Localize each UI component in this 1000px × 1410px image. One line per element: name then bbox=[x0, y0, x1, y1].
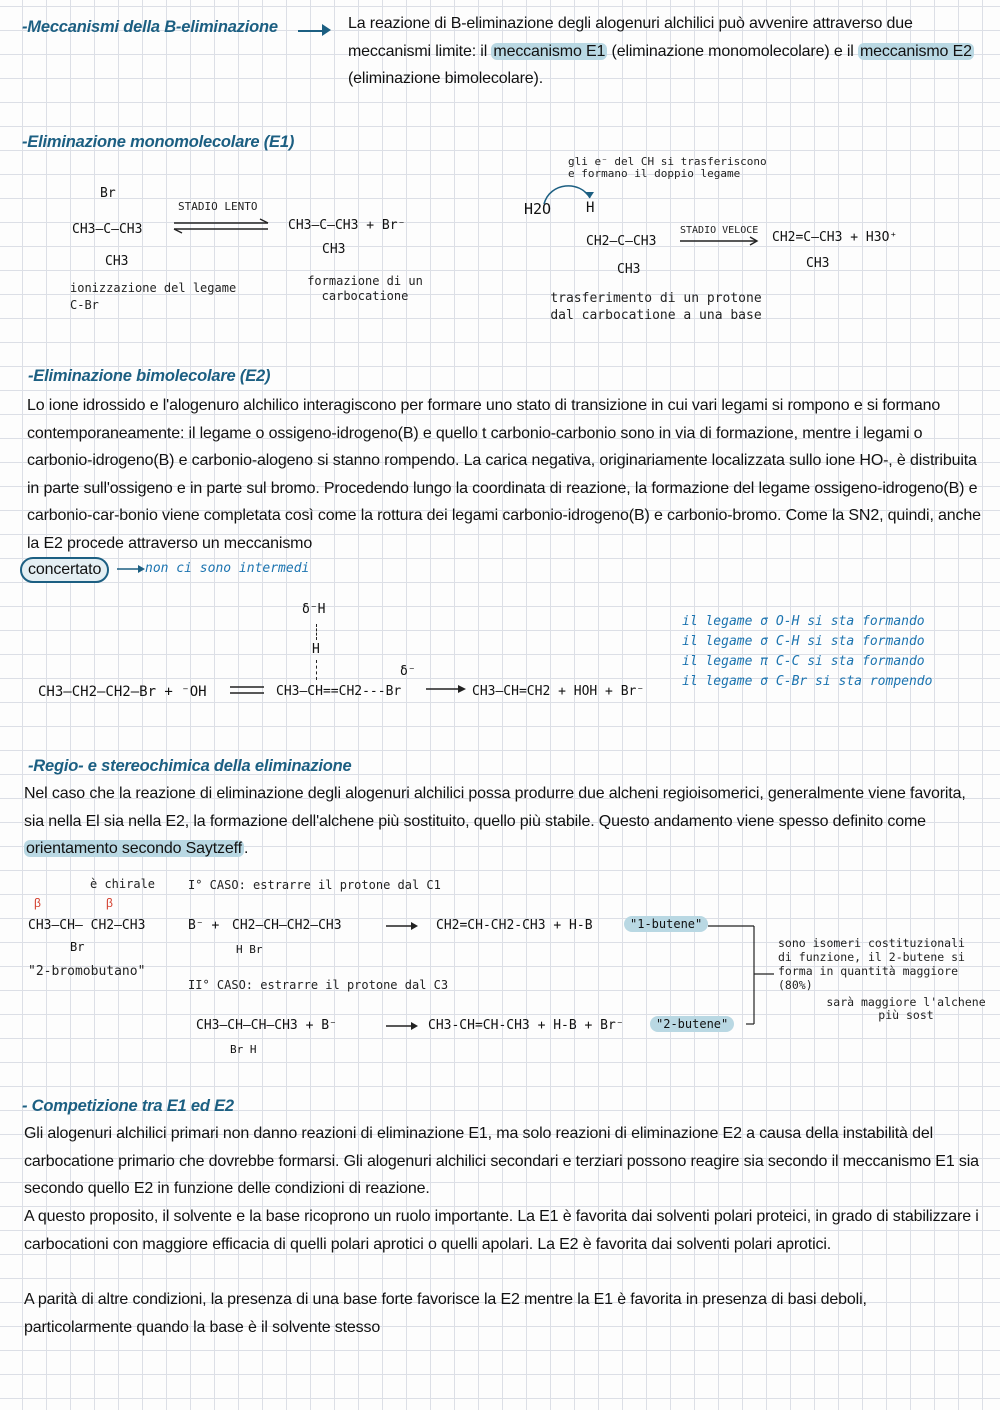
highlight-e2: meccanismo E2 bbox=[859, 42, 972, 60]
bromobutane-name: "2-bromobutano" bbox=[28, 964, 146, 979]
bond-notes bbox=[682, 612, 982, 692]
concertato-badge: concertato bbox=[20, 557, 109, 583]
bond-note: il legame σ C-Br si sta rompendo bbox=[682, 674, 933, 689]
arrow-right-icon bbox=[116, 564, 146, 574]
intro-text-b: (eliminazione monomolecolare) e il bbox=[607, 42, 858, 60]
case2-product: CH3-CH=CH-CH3 + H-B + Br⁻ bbox=[428, 1018, 624, 1033]
isomer-note: sono isomeri costituzionali di funzione, il 2-butene si forma in quantità maggiore (80%) bbox=[778, 936, 965, 992]
case1-sub: H Br bbox=[236, 943, 263, 956]
e1-product-sub: CH3 bbox=[806, 256, 830, 271]
caption-carbocation-formation: formazione di un carbocatione bbox=[307, 274, 423, 303]
transition-state: CH3–CH==CH2---Br bbox=[276, 684, 402, 699]
section-heading-regio: -Regio- e stereochimica della eliminazione bbox=[28, 757, 352, 775]
regio-text-b: . bbox=[243, 840, 249, 858]
br-label: Br bbox=[100, 186, 116, 201]
regio-paragraph bbox=[24, 780, 979, 863]
case1-base: B⁻ + bbox=[188, 918, 220, 933]
ts-h: H bbox=[312, 642, 320, 657]
ts-dashed-bond-2 bbox=[316, 660, 317, 680]
e1-product: CH2=C–CH3 + H3O⁺ bbox=[772, 230, 898, 245]
caption-ionization: ionizzazione del legame C-Br bbox=[70, 281, 237, 312]
case1-chain: CH2–CH–CH2–CH3 bbox=[232, 918, 342, 933]
e1-carbocation-sub: CH3 bbox=[322, 242, 346, 257]
case1-title: I° CASO: estrarre il protone dal C1 bbox=[188, 878, 441, 892]
ts-delta-br: δ⁻ bbox=[400, 664, 416, 679]
equilibrium-arrow-icon bbox=[228, 683, 268, 697]
bracket-connector bbox=[706, 924, 776, 1028]
case2-name: "2-butene" bbox=[650, 1016, 734, 1032]
section-heading-competition: - Competizione tra E1 ed E2 bbox=[22, 1097, 234, 1115]
case2-chain: CH3–CH–CH–CH3 + B⁻ bbox=[196, 1018, 337, 1033]
competition-paragraph-1: Gli alogenuri alchilici primari non danno reazioni di eliminazione E1, ma solo reazioni di eliminazione E2 a causa della instabilità del carbocatione primario che dovrebbe formarsi. Gli alogenuri alchilici secondari e terziari possono reagire sia secondo il meccanismo E1 sia secondo quello E2 in funzione delle condizioni di reazione. bbox=[24, 1125, 979, 1198]
note-electron-transfer: gli e⁻ del CH si trasferiscono e formano il doppio legame bbox=[568, 155, 767, 180]
equilibrium-arrow-icon bbox=[172, 218, 272, 234]
reaction-arrow-icon bbox=[384, 921, 420, 931]
competition-paragraph-3: A parità di altre condizioni, la presenza di una base forte favorisce la E2 mentre la E1 è favorita in presenza di basi deboli, particolarmente quando la base è il solvente stesso bbox=[24, 1291, 867, 1336]
reaction-arrow-icon bbox=[678, 236, 760, 246]
e1-reactant: CH3–C–CH3 bbox=[72, 222, 143, 237]
slow-step-label: STADIO LENTO bbox=[178, 200, 258, 213]
bromobutane-molecule: CH3–CH– CH2–CH3 bbox=[28, 918, 146, 933]
ts-dashed-bond bbox=[316, 624, 317, 640]
intro-text-c: (eliminazione bimolecolare). bbox=[348, 70, 543, 88]
highlight-e1: meccanismo E1 bbox=[493, 42, 606, 60]
competition-paragraph-2: A questo proposito, il solvente e la base ricoprono un ruolo importante. La E1 è favorita dai solventi polari proteici, in grado di stabilizzare i carbocationi con maggiore efficacia di quelli polari aprotici o quelli apolari. La E2 è favorita dai solventi polari aprotici. bbox=[24, 1208, 979, 1253]
fast-step-label: STADIO VELOCE bbox=[680, 225, 759, 236]
arrow-head-icon bbox=[322, 24, 331, 36]
h-label: H bbox=[586, 200, 595, 216]
e2-product: CH3–CH=CH2 + HOH + Br⁻ bbox=[472, 684, 645, 699]
e1-reactant-sub: CH3 bbox=[105, 254, 129, 269]
no-intermediates-note: non ci sono intermedi bbox=[145, 561, 310, 576]
beta-label-2: β bbox=[106, 896, 113, 910]
section-heading-mechanisms: -Meccanismi della B-eliminazione bbox=[22, 18, 278, 36]
chiral-note: è chirale bbox=[90, 877, 156, 891]
bond-note: il legame σ O-H si sta formando bbox=[682, 614, 925, 629]
bond-note: il legame σ C-H si sta formando bbox=[682, 634, 925, 649]
e1-cation2: CH2–C–CH3 bbox=[586, 234, 657, 249]
water-label: H2O bbox=[524, 200, 552, 218]
e1-cation2-sub: CH3 bbox=[617, 262, 641, 277]
ts-delta-h: δ⁻H bbox=[302, 602, 326, 617]
case1-product: CH2=CH-CH2-CH3 + H-B bbox=[436, 918, 593, 933]
bromobutane-br: Br bbox=[70, 940, 85, 954]
reaction-arrow-icon bbox=[424, 684, 468, 694]
stability-note: sarà maggiore l'alchene più sost bbox=[826, 995, 986, 1022]
e2-reactant: CH3–CH2–CH2–Br + ⁻OH bbox=[38, 684, 207, 700]
highlight-saytzeff: orientamento secondo Saytzeff bbox=[26, 840, 242, 858]
e2-paragraph: Lo ione idrossido e l'alogenuro alchilico interagiscono per formare uno stato di transizione in cui vari legami si rompono e si formano contemporaneamente: il legame o ossigeno-idrogeno(B) e quello t carbonio-carbonio sono in via di formazione, mentre i legami o carbonio-idrogeno(B) e carbonio-alogeno si stanno rompendo. La carica negativa, originariamente localizzata sullo ione HO-, è distribuita in parte sull'ossigeno e in parte sul bromo. Procedendo lungo la coordinata di reazione, la formazione del legame ossigeno-idrogeno(B) e carbonio-car-bonio viene completata così come la rottura dei legami carbonio-idrogeno(B) e carbonio-bromo. Come la SN2, quindi, anche la E2 procede attraverso un meccanismo bbox=[27, 397, 981, 552]
e1-carbocation: CH3–C–CH3 + Br⁻ bbox=[288, 218, 406, 233]
reaction-arrow-icon bbox=[384, 1021, 420, 1031]
caption-proton-transfer: trasferimento di un protone dal carbocatione a una base bbox=[550, 291, 762, 323]
case2-sub: Br H bbox=[230, 1043, 257, 1056]
intro-paragraph bbox=[348, 10, 978, 93]
case1-name: "1-butene" bbox=[624, 916, 708, 932]
section-heading-e2: -Eliminazione bimolecolare (E2) bbox=[28, 367, 271, 385]
regio-text-a: Nel caso che la reazione di eliminazione degli alogenuri alchilici possa produrre due alcheni regioisomerici, generalmente viene favorita, sia nella El sia nella E2, la formazione dell'alchene più sostituito, quello più stabile. Questo andamento viene spesso definito come bbox=[24, 785, 966, 830]
case2-title: II° CASO: estrarre il protone dal C3 bbox=[188, 978, 449, 992]
bond-note: il legame π C-C si sta formando bbox=[682, 654, 925, 669]
intro-text-a: La reazione di B-eliminazione degli alogenuri alchilici può avvenire attraverso due meccanismi limite: il bbox=[348, 15, 913, 60]
section-heading-e1: -Eliminazione monomolecolare (E1) bbox=[22, 133, 295, 151]
beta-label-1: β bbox=[34, 896, 41, 910]
